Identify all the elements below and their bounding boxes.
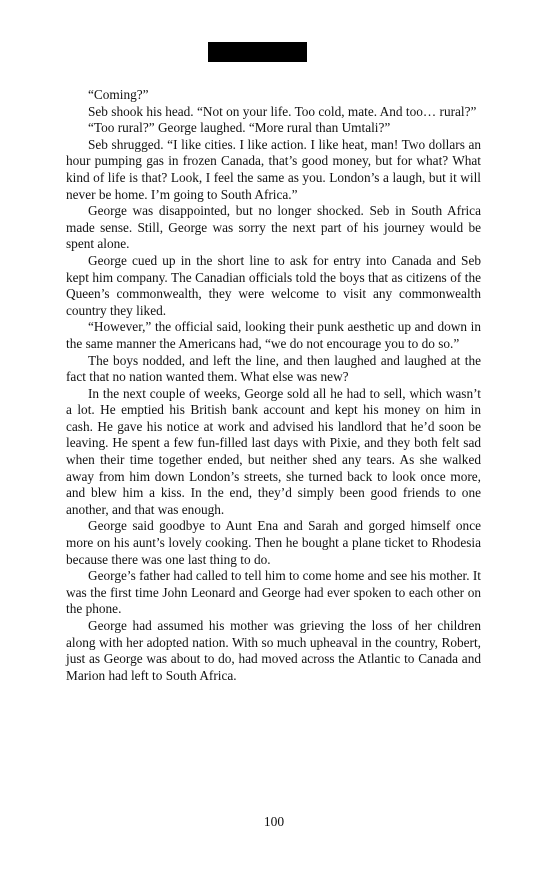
page-number: 100 — [263, 814, 285, 829]
paragraph: The boys nodded, and left the line, and then laughed and laughed at the fact that no nation wanted them. What else was new? — [66, 352, 481, 385]
paragraph: George had assumed his mother was grieving the loss of her children along with her adopted nation. With so much upheaval in the country, Robert, just as George was about to do, had moved across the Atlantic to Canada and Marion had left to South Africa. — [66, 618, 481, 683]
paragraph: George’s father had called to tell him to come home and see his mother. It was the first time John Leonard and George had ever spoken to each other on the phone. — [66, 568, 482, 617]
paragraph: Seb shrugged. “I like cities. I like action. I like heat, man! Two dollars an hour pumping gas in frozen Canada, that’s good money, but for what? What kind of life is that? Look, I feel the same as you. London’s a laugh, but it will never be home. I’m going to South Africa.” — [66, 136, 481, 202]
paragraph: “However,” the official said, looking their punk aesthetic up and down in the same manner the Americans had, “we do not encourage you to do so.” — [66, 319, 481, 351]
paragraph: “Coming?” — [88, 87, 149, 102]
paragraph: In the next couple of weeks, George sold all he had to sell, which wasn’t a lot. He emptied his British bank account and kept his money on him in cash. He gave his notice at work and advised his landlord that he’d soon be leaving. He spent a few fun-filled last days with Pixie, and they both felt sad when their time together ended, but neither shed any tears. As she walked away from him down London’s streets, she turned back to look once more, and blew him a kiss. In the end, they’d simply been good friends to one another, and that was enough. — [66, 385, 481, 517]
redacted-header-block — [208, 42, 307, 62]
paragraph: Seb shook his head. “Not on your life. Too cold, mate. And too… rural?” — [88, 103, 477, 119]
body-text — [66, 87, 481, 684]
paragraph: George said goodbye to Aunt Ena and Sarah and gorged himself once more on his aunt’s lovely cooking. Then he bought a plane ticket to Rhodesia because there was one last thing to do. — [66, 518, 481, 567]
paragraph: George cued up in the short line to ask for entry into Canada and Seb kept him company. The Canadian officials told the boys that as citizens of the Queen’s commonwealth, they were welcome to visit any commonwealth country they liked. — [66, 252, 481, 318]
paragraph: George was disappointed, but no longer shocked. Seb in South Africa made sense. Still, George was sorry the next part of his journey would be spent alone. — [66, 203, 481, 252]
paragraph: “Too rural?” George laughed. “More rural than Umtali?” — [88, 120, 391, 136]
